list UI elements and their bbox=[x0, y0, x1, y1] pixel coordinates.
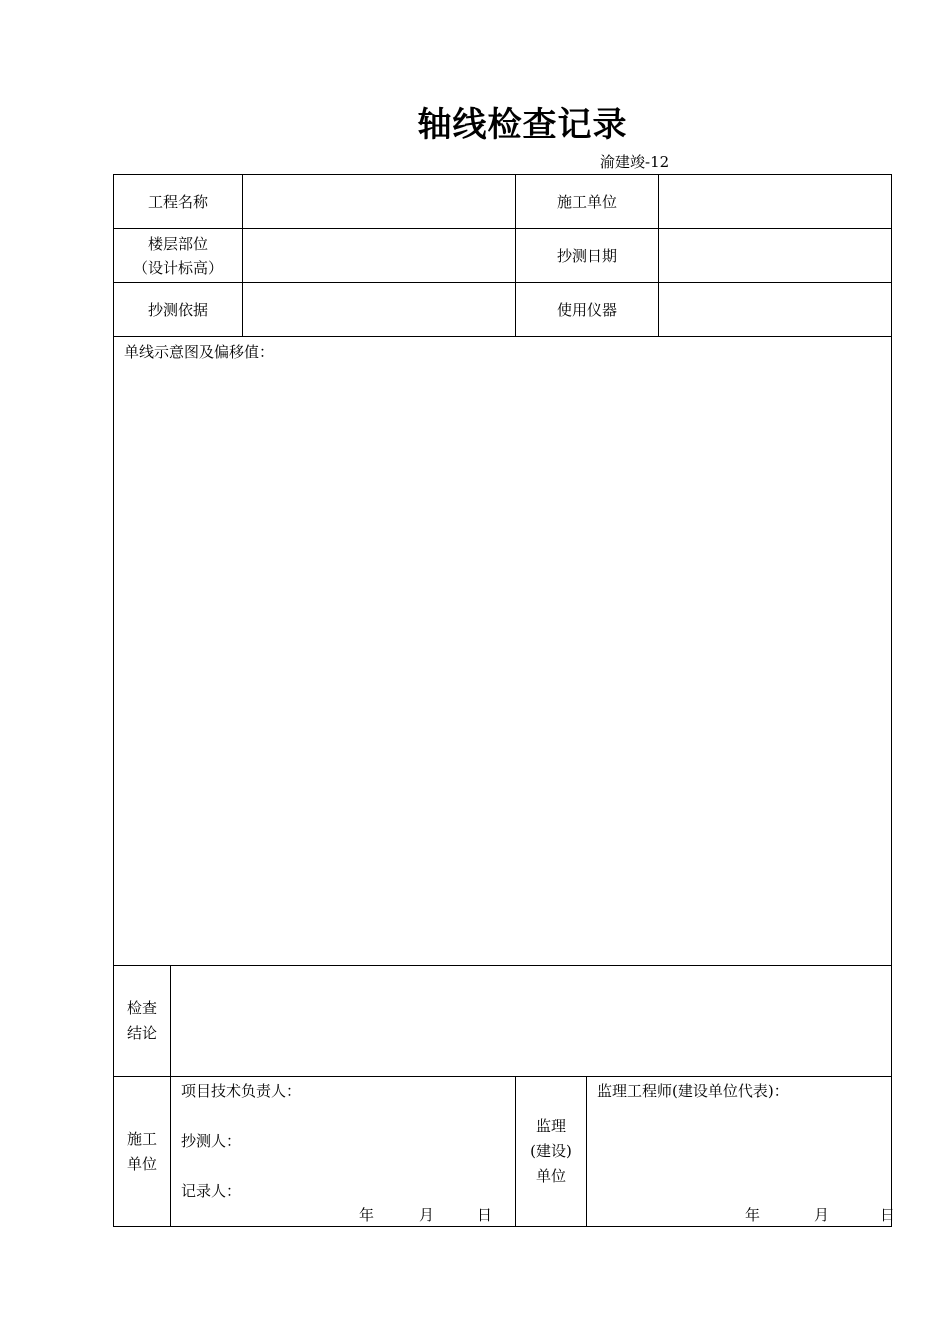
row-survey-basis bbox=[114, 283, 892, 337]
surveyor-label: 抄测人： bbox=[181, 1132, 242, 1150]
diagram-area[interactable] bbox=[114, 337, 892, 966]
conclusion-label bbox=[114, 966, 171, 1077]
conclusion-value[interactable] bbox=[171, 966, 892, 1077]
construction-month-label: 月 bbox=[419, 1206, 435, 1224]
instrument-value[interactable] bbox=[659, 283, 892, 337]
conclusion-label-line1: 检查 bbox=[126, 999, 157, 1017]
construction-year-label: 年 bbox=[359, 1206, 375, 1224]
recorder-label: 记录人： bbox=[181, 1182, 242, 1200]
row-floor-location bbox=[114, 229, 892, 283]
axis-check-form bbox=[113, 174, 896, 1227]
floor-location-label-line2: （设计标高） bbox=[133, 258, 224, 277]
row-project-name bbox=[114, 175, 892, 229]
form-code: 渝建竣-12 bbox=[600, 153, 670, 171]
floor-location-label bbox=[114, 229, 243, 283]
floor-location-label-line1: 楼层部位 bbox=[148, 234, 209, 253]
construction-day-label: 日 bbox=[477, 1206, 493, 1224]
construction-signature-cell[interactable] bbox=[171, 1077, 516, 1227]
construction-unit-label-line1: 施工 bbox=[126, 1129, 157, 1148]
instrument-label: 使用仪器 bbox=[516, 283, 659, 337]
floor-location-value[interactable] bbox=[243, 229, 516, 283]
row-signatures bbox=[114, 1077, 892, 1227]
document-title: 轴线检查记录 bbox=[417, 105, 628, 145]
supervision-month-label: 月 bbox=[814, 1206, 830, 1224]
survey-basis-label: 抄测依据 bbox=[114, 283, 243, 337]
supervision-unit-label bbox=[516, 1077, 587, 1227]
row-conclusion bbox=[114, 966, 892, 1077]
construction-date bbox=[171, 1205, 501, 1225]
contractor-value[interactable] bbox=[659, 175, 892, 229]
supervision-unit-label-line3: 单位 bbox=[536, 1167, 567, 1185]
supervision-signature-cell[interactable] bbox=[587, 1077, 896, 1227]
diagram-label: 单线示意图及偏移值： bbox=[124, 343, 275, 361]
survey-basis-value[interactable] bbox=[243, 283, 516, 337]
project-name-value[interactable] bbox=[243, 175, 516, 229]
tech-lead-label: 项目技术负责人： bbox=[181, 1082, 302, 1100]
project-name-label: 工程名称 bbox=[114, 175, 243, 229]
supervision-day-label: 日 bbox=[880, 1206, 896, 1224]
contractor-label: 施工单位 bbox=[516, 175, 659, 229]
supervision-unit-label-line2: (建设) bbox=[530, 1142, 572, 1160]
supervision-date bbox=[587, 1205, 896, 1225]
supervision-unit-label-line1: 监理 bbox=[536, 1117, 567, 1135]
conclusion-label-line2: 结论 bbox=[126, 1024, 157, 1042]
survey-date-value[interactable] bbox=[659, 229, 892, 283]
supervision-year-label: 年 bbox=[745, 1206, 761, 1224]
survey-date-label: 抄测日期 bbox=[516, 229, 659, 283]
row-diagram bbox=[114, 337, 892, 966]
construction-unit-label-line2: 单位 bbox=[126, 1154, 157, 1173]
construction-unit-label bbox=[114, 1077, 171, 1227]
supervision-engineer-label: 监理工程师(建设单位代表)： bbox=[597, 1082, 789, 1100]
